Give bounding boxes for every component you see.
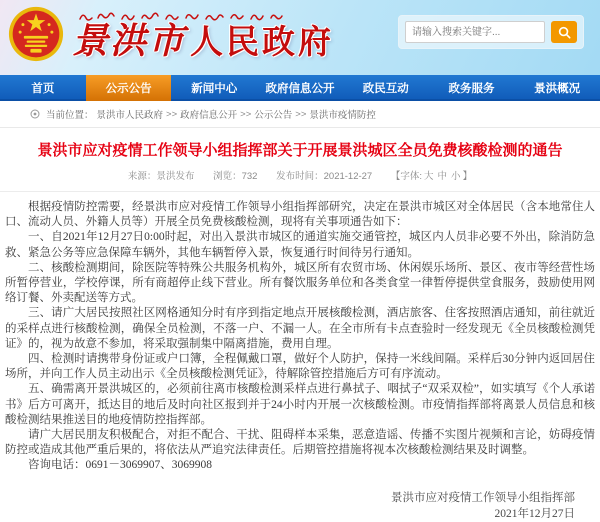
paragraph-item-2: 二、核酸检测期间，除医院等特殊公共服务机构外，城区所有农贸市场、休闲娱乐场所、景区、夜市等经营性场所暂停营业，学校停课，所有商超停止线下营业。所有餐饮服务单位和各类食堂一律暂停提供堂食服务，鼓励使用网络订餐、外卖配送等方式。 (5, 261, 595, 305)
nav-item-interaction[interactable]: 政民互动 (362, 83, 409, 95)
paragraph-item-1: 一、自2021年12月27日0:00时起，对出入景洪市城区的通道实施交通管控，城区内人员非必要不外出，除消防急救、紧急公务等应急保障车辆外，其他车辆暂停入景，恢复通行时间待另行通知。 (5, 231, 595, 259)
search-icon (558, 26, 571, 39)
breadcrumb-item-root[interactable]: 景洪市人民政府 (96, 110, 164, 121)
signature-block (0, 490, 600, 522)
breadcrumb-separator: >> (295, 108, 307, 120)
article-body (0, 192, 600, 474)
breadcrumb-item-current: 景洪市疫情防控 (309, 110, 376, 121)
search-button[interactable] (551, 21, 577, 43)
article-title: 景洪市应对疫情工作领导小组指挥部关于开展景洪城区全员免费核酸检测的通告 (37, 142, 563, 159)
paragraph-closing: 请广大居民朋友积极配合，对拒不配合、干扰、阻碍样本采集，恶意造谣、传播不实图片视频和言论，妨碍疫情防控或造成其他严重后果的，将依法从严追究法律责任。后期管控措施将视本次核酸检测结果及时调整。 (5, 429, 595, 457)
article (0, 141, 600, 522)
meta-time-label: 发布时间： (276, 171, 324, 182)
breadcrumb-item-gov-info[interactable]: 政府信息公开 (180, 110, 238, 121)
meta-views-label: 浏览： (213, 171, 242, 182)
paragraph-item-3: 三、请广大居民按照社区网格通知分时有序到指定地点开展核酸检测，酒店旅客、住客按照酒店通知，前往就近的采样点进行核酸检测，确保全员检测，不落一户、不漏一人。在全市所有卡点查验时一经发现无《全员核酸检测凭证》的，视为故意不参加，将采取强制集中隔离措施，费用自理。 (5, 307, 595, 350)
search-input[interactable] (405, 21, 545, 43)
site-title (72, 23, 334, 60)
national-emblem-icon (8, 6, 64, 62)
font-size-small-button[interactable]: 小 (451, 171, 461, 182)
nav-item-news[interactable]: 新闻中心 (191, 83, 238, 95)
paragraph-item-4: 四、检测时请携带身份证或户口簿，全程佩戴口罩，做好个人防护，保持一米线间隔。采样后30分钟内返回居住场所，并向工作人员主动出示《全员核酸检测凭证》，待解除管控措施后方可有序流动。 (5, 353, 595, 381)
meta-source-label: 来源： (127, 171, 157, 182)
main-nav (0, 75, 600, 101)
font-bracket-close: 】 (462, 171, 473, 182)
meta-views (213, 171, 257, 182)
site-title-block (72, 8, 334, 60)
breadcrumb-prefix: 当前位置： (46, 110, 94, 121)
breadcrumb-separator: >> (166, 108, 178, 120)
paragraph-intro: 根据疫情防控需要，经景洪市应对疫情工作领导小组指挥部研究，决定在景洪市城区对全体居民（含本地常住人口、流动人员、外籍人员等）开展全员免费核酸检测，现将有关事项通告如下： (5, 201, 595, 229)
font-size-medium-button[interactable]: 中 (437, 171, 448, 182)
meta-font-controls (391, 171, 472, 182)
search-panel (398, 15, 584, 49)
paragraph-item-5: 五、确需离开景洪城区的，必须前往离市核酸检测采样点进行鼻拭子、咽拭子“双采双检”，如实填写《个人承诺书》后方可离开，抵达目的地后及时向社区报到并于24小时内开展一次核酸检测。市疫情指挥部将离景人员信息和核酸检测结果推送目的地疫情防控指挥部。 (5, 383, 595, 426)
meta-publish-time (276, 171, 372, 182)
site-header (0, 0, 600, 75)
breadcrumb-item-announcements[interactable]: 公示公告 (254, 110, 293, 121)
site-title-city: 景洪市 (72, 21, 187, 61)
nav-item-gov-info[interactable]: 政府信息公开 (265, 83, 335, 95)
meta-views-value: 732 (241, 171, 258, 182)
meta-source (128, 171, 195, 182)
font-bracket-open: 【字体: (390, 171, 423, 182)
meta-source-value: 景洪发布 (156, 171, 195, 182)
font-size-large-button[interactable]: 大 (424, 171, 434, 182)
signature-org: 景洪市应对疫情工作领导小组指挥部 (391, 491, 575, 504)
nav-item-announcements[interactable]: 公示公告 (86, 75, 172, 101)
paragraph-phone: 咨询电话：0691－3069907、3069908 (28, 459, 212, 472)
site-logo[interactable] (8, 6, 334, 62)
breadcrumb (0, 101, 600, 128)
nav-item-services[interactable]: 政务服务 (448, 83, 495, 95)
breadcrumb-separator: >> (240, 108, 252, 120)
meta-time-value: 2021-12-27 (323, 171, 373, 182)
nav-item-overview[interactable]: 景洪概况 (534, 83, 581, 95)
article-meta (0, 168, 600, 192)
nav-item-home[interactable]: 首页 (31, 83, 55, 95)
site-title-government: 人民政府 (190, 25, 335, 61)
signature-date: 2021年12月27日 (494, 507, 575, 520)
location-icon (30, 109, 40, 119)
